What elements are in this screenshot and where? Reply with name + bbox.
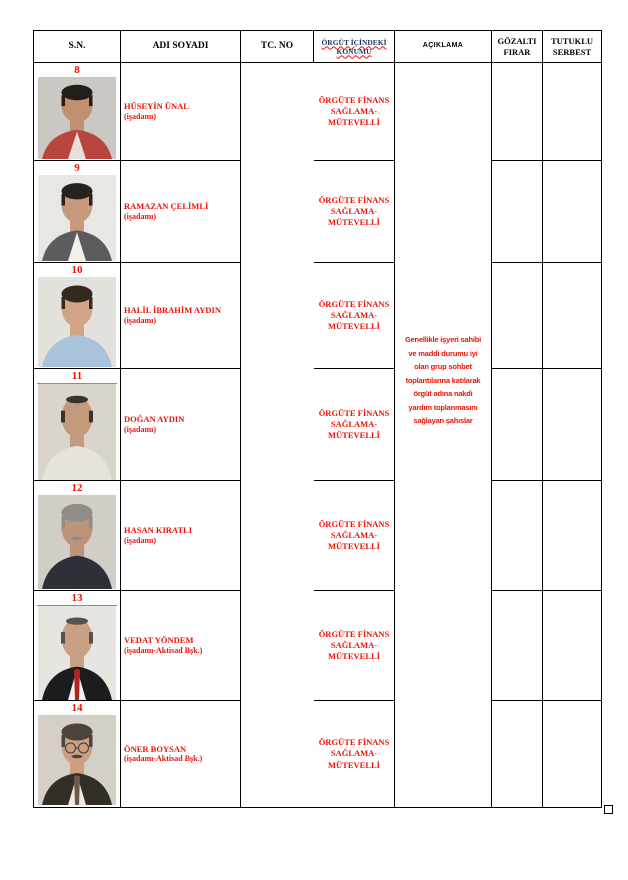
row-position-cell (314, 369, 395, 481)
row-gozalti-cell (492, 263, 543, 369)
suspect-photo (38, 384, 116, 480)
row-number: 9 (74, 162, 80, 174)
row-photo-cell (34, 263, 121, 369)
row-photo-cell (34, 481, 121, 591)
header-orgut-konumu (314, 31, 395, 63)
row-gozalti-cell (492, 63, 543, 161)
header-tc-no (241, 31, 314, 63)
aciklama-note-line: ve maddi durumu iyi (408, 348, 478, 358)
row-number: 12 (71, 482, 83, 494)
tcno-column-merged-cell (241, 63, 314, 807)
suspect-subtitle: (işadamı) (124, 111, 156, 121)
header-sn (34, 31, 121, 63)
row-tutuklu-cell (543, 369, 601, 481)
row-number: 14 (71, 702, 83, 714)
row-tutuklu-cell (543, 591, 601, 701)
position-line: MÜTEVELLİ (328, 651, 380, 662)
position-line: MÜTEVELLİ (328, 117, 380, 128)
header-aciklama-label: AÇIKLAMA (422, 42, 464, 50)
suspect-subtitle: (işadamı) (124, 424, 156, 434)
suspect-subtitle: (işadamı) (124, 315, 156, 325)
row-photo-cell (34, 591, 121, 701)
header-gozalti-line1: GÖZALTI (497, 36, 537, 47)
row-photo-cell (34, 369, 121, 481)
row-name-cell (121, 701, 241, 807)
aciklama-note-line: örgüt adına nakdi (413, 389, 473, 398)
row-position-cell (314, 481, 395, 591)
row-position-cell (314, 591, 395, 701)
row-photo-cell (34, 63, 121, 161)
position-line: SAĞLAMA- (330, 748, 378, 759)
position-line: MÜTEVELLİ (328, 430, 380, 441)
position-line: MÜTEVELLİ (328, 759, 380, 770)
suspect-name: HÜSEYİN ÜNAL (124, 101, 189, 112)
row-position-cell (314, 161, 395, 263)
row-tutuklu-cell (543, 481, 601, 591)
suspect-photo (38, 277, 116, 367)
row-number: 11 (37, 369, 117, 384)
position-line: MÜTEVELLİ (328, 217, 380, 228)
position-line: ÖRGÜTE FİNANS (318, 518, 390, 529)
aciklama-note-line: sağlayan şahıslar (413, 416, 473, 425)
suspect-subtitle: (işadamı) (124, 211, 156, 221)
aciklama-note-line: toplantılarına katılarak (405, 375, 481, 385)
row-tutuklu-cell (543, 263, 601, 369)
row-number: 10 (71, 264, 83, 276)
row-position-cell (314, 701, 395, 807)
position-line: SAĞLAMA- (330, 205, 378, 216)
row-position-cell (314, 263, 395, 369)
row-gozalti-cell (492, 161, 543, 263)
row-name-cell (121, 481, 241, 591)
header-adi-soyadi-label: ADI SOYADI (152, 40, 209, 51)
position-line: ÖRGÜTE FİNANS (318, 94, 390, 105)
suspect-name: ÖNER BOYSAN (124, 743, 187, 754)
row-tutuklu-cell (543, 63, 601, 161)
suspect-name: VEDAT YÖNDEM (124, 635, 194, 646)
row-gozalti-cell (492, 591, 543, 701)
header-orgut-line2: KONUMU (336, 46, 372, 56)
suspect-photo (38, 715, 116, 805)
row-name-cell (121, 263, 241, 369)
header-adi-soyadi (121, 31, 241, 63)
row-photo-cell (34, 701, 121, 807)
suspect-photo (38, 495, 116, 589)
aciklama-note-line: yardım toplanmasını (408, 402, 478, 412)
position-line: ÖRGÜTE FİNANS (318, 194, 390, 205)
aciklama-note (395, 333, 491, 428)
suspects-table (33, 30, 602, 808)
position-line: SAĞLAMA- (330, 529, 378, 540)
row-name-cell (121, 369, 241, 481)
position-line: ÖRGÜTE FİNANS (318, 737, 390, 748)
position-line: SAĞLAMA- (330, 309, 378, 320)
suspect-photo (38, 606, 116, 700)
row-tutuklu-cell (543, 701, 601, 807)
row-photo-cell (34, 161, 121, 263)
position-line: SAĞLAMA- (330, 105, 378, 116)
position-line: MÜTEVELLİ (328, 321, 380, 332)
row-position-cell (314, 63, 395, 161)
suspect-photo (38, 175, 116, 261)
row-gozalti-cell (492, 481, 543, 591)
header-gozalti-line2: FIRAR (503, 46, 531, 57)
header-gozalti-firar (492, 31, 543, 63)
aciklama-note-line: Genellikle işyeri sahibi (404, 335, 482, 344)
row-gozalti-cell (492, 701, 543, 807)
header-sn-label: S.N. (68, 40, 86, 51)
table-resize-handle[interactable] (604, 805, 613, 814)
header-tc-no-label: TC. NO (260, 40, 294, 51)
row-number: 8 (74, 64, 80, 76)
header-tutuklu-line2: SERBEST (552, 46, 592, 57)
suspect-subtitle: (işadamı) (124, 535, 156, 545)
row-name-cell (121, 161, 241, 263)
position-line: ÖRGÜTE FİNANS (318, 407, 390, 418)
row-tutuklu-cell (543, 161, 601, 263)
position-line: SAĞLAMA- (330, 418, 378, 429)
row-gozalti-cell (492, 369, 543, 481)
suspect-name: HASAN KIRATLI (124, 525, 193, 536)
suspect-name: RAMAZAN ÇELİMLİ (124, 201, 209, 212)
header-tutuklu-serbest (543, 31, 601, 63)
row-name-cell (121, 591, 241, 701)
header-aciklama (395, 31, 492, 63)
suspect-subtitle: (işadamı-Aktisad Bşk.) (124, 754, 203, 764)
header-orgut-line1: ÖRGÜT İÇİNDEKİ (321, 37, 387, 47)
aciklama-note-line: olan grup sohbet (414, 362, 472, 371)
position-line: SAĞLAMA- (330, 639, 378, 650)
suspect-photo (38, 77, 116, 159)
position-line: ÖRGÜTE FİNANS (318, 298, 390, 309)
suspect-subtitle: (işadamı-Aktisad Bşk.) (124, 645, 203, 655)
row-number: 13 (37, 591, 117, 606)
suspect-name: DOĞAN AYDIN (124, 414, 185, 425)
position-line: ÖRGÜTE FİNANS (318, 628, 390, 639)
suspect-name: HALİL İBRAHİM AYDIN (124, 305, 221, 316)
row-name-cell (121, 63, 241, 161)
header-tutuklu-line1: TUTUKLU (550, 36, 594, 47)
position-line: MÜTEVELLİ (328, 541, 380, 552)
aciklama-column-merged-cell (395, 63, 492, 807)
